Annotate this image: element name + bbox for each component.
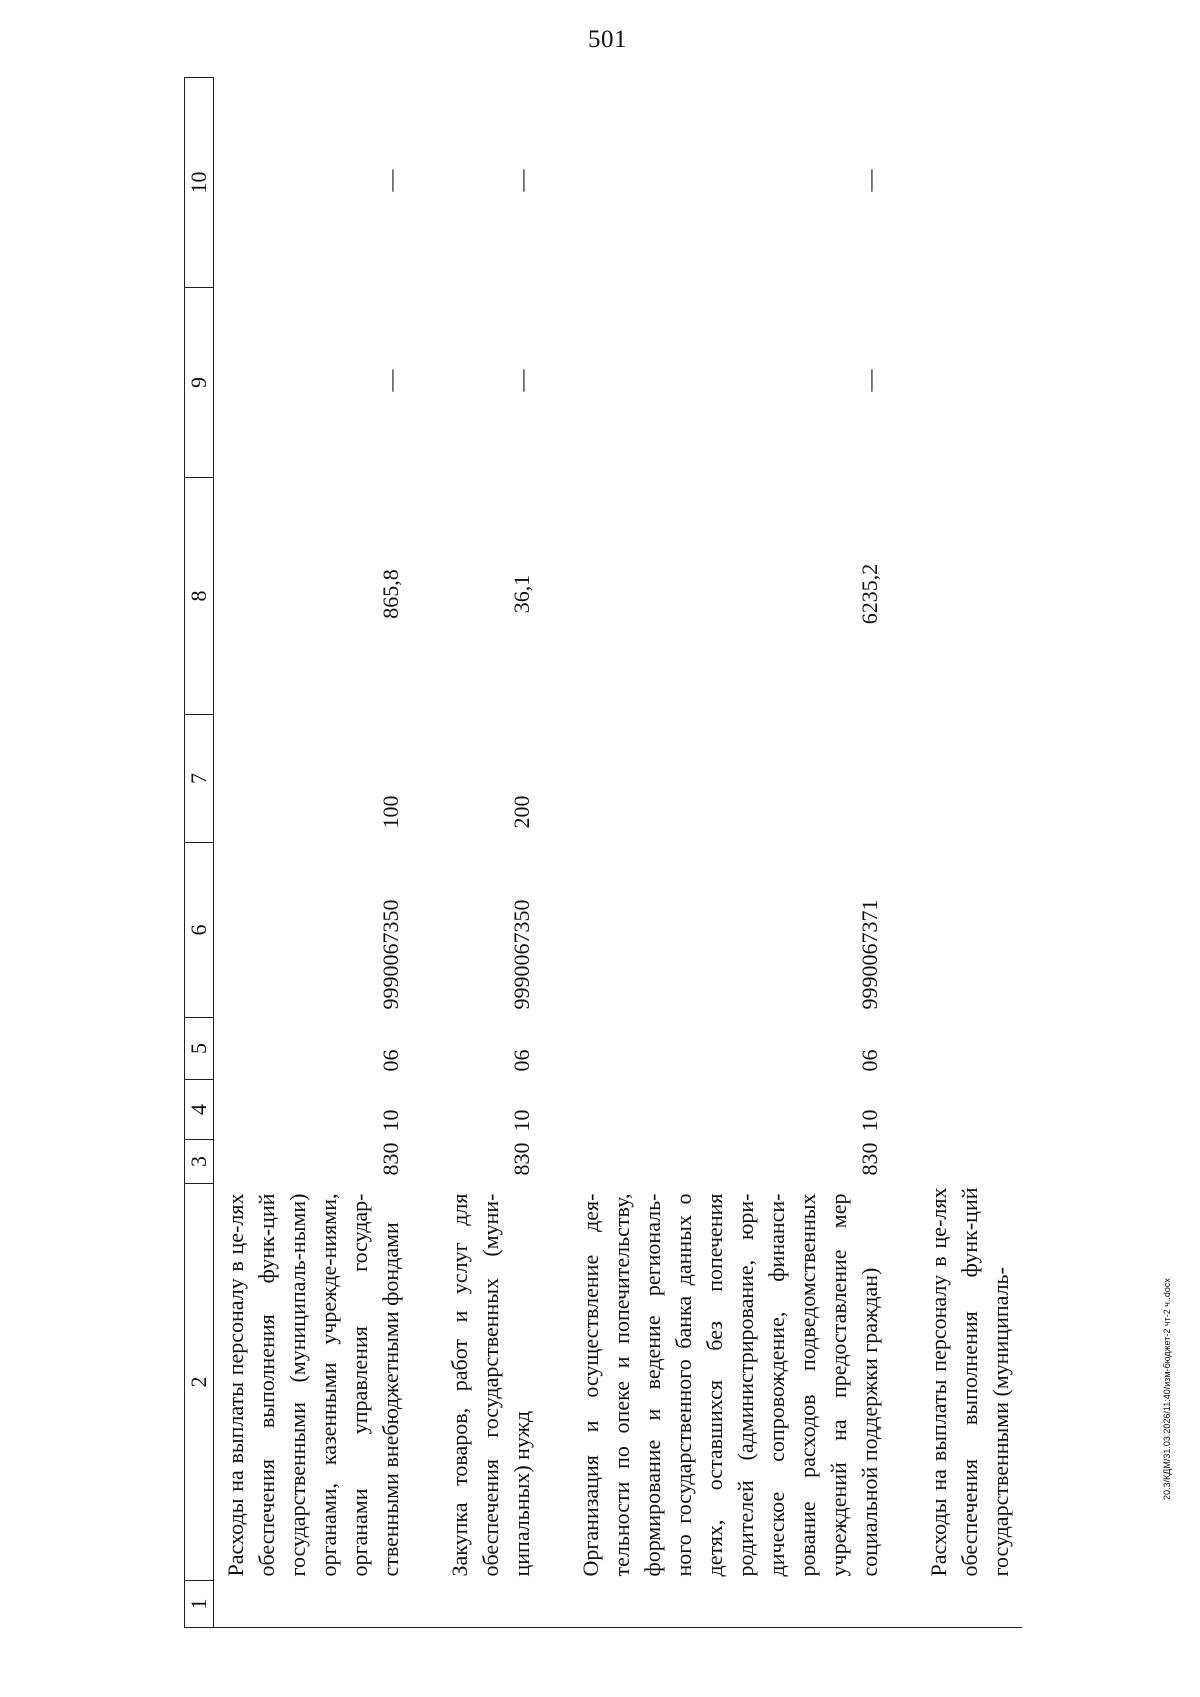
- cell-c3: 830: [378, 1142, 403, 1176]
- cell-c3: 830: [857, 1142, 882, 1176]
- row-number-cell: [917, 1581, 1022, 1628]
- row-spacer: [412, 78, 438, 1628]
- column-header: 9: [185, 288, 214, 478]
- cell-c5: 06: [378, 1049, 403, 1072]
- table-row: [569, 78, 891, 1628]
- row-spacer: [891, 78, 917, 1628]
- cell-c8: 865,8: [378, 569, 403, 619]
- table-row: [438, 78, 543, 1628]
- table-row: [917, 78, 1022, 1628]
- cell-c6: 9990067350: [378, 899, 403, 1010]
- cell-c7: 200: [509, 795, 534, 829]
- cell-c9: —: [509, 369, 534, 392]
- budget-table: [184, 77, 1022, 1628]
- rotated-table-container: [184, 78, 1200, 1628]
- column-header: 10: [185, 78, 214, 288]
- cell-c5: 06: [509, 1049, 534, 1072]
- cell-c6: [917, 843, 1022, 1018]
- cell-c3: [917, 1140, 1022, 1184]
- cell-c10: [917, 78, 1022, 288]
- column-header: 5: [185, 1018, 214, 1080]
- column-header: 2: [185, 1184, 214, 1581]
- cell-c4: [917, 1080, 1022, 1140]
- cell-c5: 06: [857, 1049, 882, 1072]
- column-header: 1: [185, 1581, 214, 1628]
- cell-c6: 9990067371: [857, 899, 882, 1010]
- footer-file-code: 20.3/КДМ/31.03.2026/11:40/изм-бюджет-2 чт-2 ч..docx: [1162, 1278, 1172, 1500]
- cell-c10: —: [378, 169, 403, 192]
- column-header: 6: [185, 843, 214, 1018]
- row-description: Расходы на выплаты персоналу в це-лях обеспечения выполнения функ-ций государственными (муниципаль-: [926, 1187, 1013, 1577]
- row-number-cell: [438, 1581, 543, 1628]
- cell-c9: —: [857, 369, 882, 392]
- cell-c8: 6235,2: [857, 563, 882, 625]
- column-header: 8: [185, 478, 214, 715]
- cell-c4: 10: [857, 1109, 882, 1132]
- cell-c10: —: [857, 169, 882, 192]
- row-description: Закупка товаров, работ и услуг для обеспечения государственных (муни-ципальных) нужд: [447, 1193, 534, 1577]
- row-description: Расходы на выплаты персоналу в це-лях обеспечения выполнения функ-ций государственными (муниципаль-ными) органами, казенными учрежде-ниями, органами управления государ-ственными внебюджетными фондами: [223, 1193, 403, 1577]
- row-number-cell: [569, 1581, 891, 1628]
- column-header: 3: [185, 1140, 214, 1184]
- column-header: 7: [185, 715, 214, 843]
- cell-c4: 10: [378, 1109, 403, 1132]
- page-number: 501: [588, 26, 627, 53]
- table-header-row: [185, 78, 214, 1628]
- cell-c10: —: [509, 169, 534, 192]
- cell-c8: [917, 478, 1022, 715]
- cell-c5: [917, 1018, 1022, 1080]
- row-number-cell: [214, 1581, 413, 1628]
- cell-c4: 10: [509, 1109, 534, 1132]
- cell-c7: 100: [378, 795, 403, 829]
- cell-c6: 9990067350: [509, 899, 534, 1010]
- cell-c7: [569, 715, 891, 843]
- cell-c3: 830: [509, 1142, 534, 1176]
- cell-c9: [917, 288, 1022, 478]
- column-header: 4: [185, 1080, 214, 1140]
- cell-c9: —: [378, 369, 403, 392]
- table-row: [214, 78, 413, 1628]
- cell-c7: [917, 715, 1022, 843]
- row-spacer: [543, 78, 569, 1628]
- row-description: Организация и осуществление дея-тельности по опеке и попечительству, формирование и ведение региональ-ного государственного банка данных о детях, оставшихся без попечения родителей (администрирование, юри-дическое сопровождение, финанси-рование расходов подведомственных учреждений на предоставление мер социальной поддержки граждан): [578, 1193, 882, 1577]
- cell-c8: 36,1: [509, 574, 534, 614]
